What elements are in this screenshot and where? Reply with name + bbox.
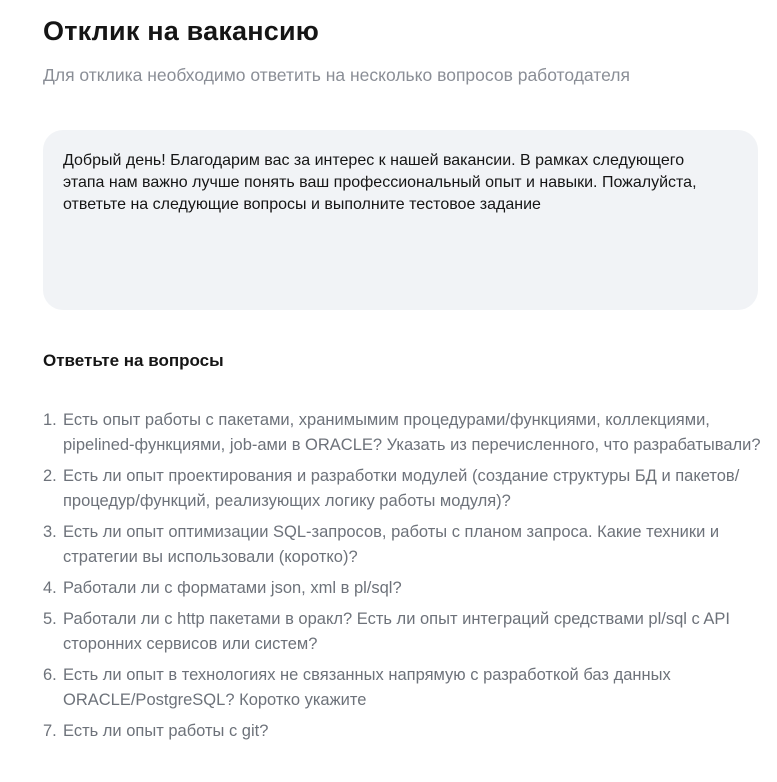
question-text: Есть ли опыт работы с git? bbox=[63, 722, 269, 740]
question-item bbox=[43, 719, 768, 744]
questions-list bbox=[43, 408, 768, 750]
question-number: 1. bbox=[43, 411, 57, 429]
question-item bbox=[43, 520, 768, 570]
question-number: 4. bbox=[43, 579, 57, 597]
question-text: Есть ли опыт в технологиях не связанных напрямую с разработкой баз данных ORACLE/PostgreSQL? Коротко укажите bbox=[63, 666, 671, 709]
question-text: Работали ли с форматами json, xml в pl/sql? bbox=[63, 579, 402, 597]
question-text: Есть опыт работы с пакетами, хранимымим процедурами/функциями, коллекциями, pipelined-функциями, job-ами в ORACLE? Указать из перечисленного, что разрабатывали? bbox=[63, 411, 761, 454]
question-text: Есть ли опыт проектирования и разработки модулей (создание структуры БД и пакетов/процедур/функций, реализующих логику работы модуля)? bbox=[63, 467, 740, 510]
question-item bbox=[43, 576, 768, 601]
question-item bbox=[43, 607, 768, 657]
question-number: 7. bbox=[43, 722, 57, 740]
employer-message-text: Добрый день! Благодарим вас за интерес к нашей вакансии. В рамках следующего этапа нам важно лучше понять ваш профессиональный опыт и навыки. Пожалуйста, ответьте на следующие вопросы и выполните тестовое задание bbox=[63, 152, 697, 213]
question-number: 2. bbox=[43, 467, 57, 485]
question-number: 6. bbox=[43, 666, 57, 684]
question-item bbox=[43, 663, 768, 713]
questions-heading: Ответьте на вопросы bbox=[43, 351, 224, 370]
question-number: 5. bbox=[43, 610, 57, 628]
employer-message-box bbox=[43, 130, 758, 310]
question-text: Работали ли с http пакетами в оракл? Есть ли опыт интеграций средствами pl/sql c API сторонних сервисов или систем? bbox=[63, 610, 731, 653]
page-title: Отклик на вакансию bbox=[43, 16, 320, 46]
question-item bbox=[43, 464, 768, 514]
question-text: Есть ли опыт оптимизации SQL-запросов, работы с планом запроса. Какие техники и стратегии вы использовали (коротко)? bbox=[63, 523, 720, 566]
question-item bbox=[43, 408, 768, 458]
question-number: 3. bbox=[43, 523, 57, 541]
page-subtitle: Для отклика необходимо ответить на несколько вопросов работодателя bbox=[43, 65, 630, 85]
